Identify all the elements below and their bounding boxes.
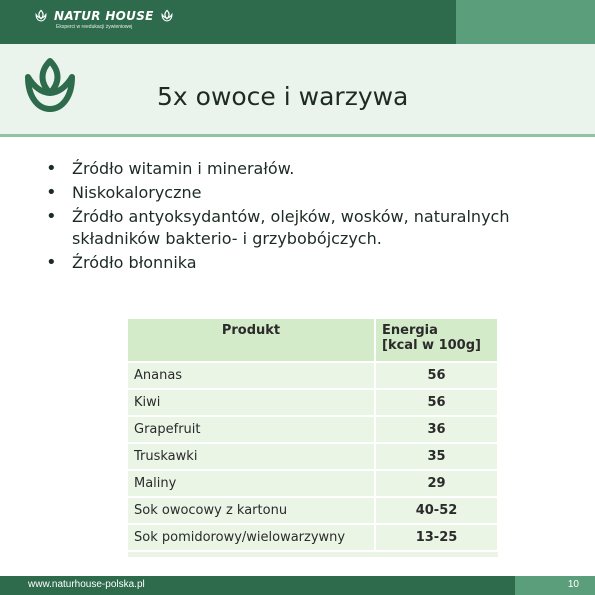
top-bar-accent [456, 0, 595, 44]
energy-cell: 13-25 [375, 524, 498, 551]
energy-cell: 29 [375, 470, 498, 497]
product-cell: Sok pomidorowy/wielowarzywny [128, 524, 375, 551]
product-cell: Sok owocowy z kartonu [128, 497, 375, 524]
brand-name: NATUR HOUSE [54, 9, 154, 23]
energy-cell: 36 [375, 416, 498, 443]
table-row [128, 524, 498, 551]
bottom-bar [0, 576, 595, 595]
brand [34, 9, 174, 30]
bullet-item: • Źródło witamin i minerałów. [46, 158, 566, 180]
energy-cell: 35 [375, 443, 498, 470]
bullet-item: • Źródło błonnika [46, 252, 566, 274]
energy-cell: 56 [375, 362, 498, 389]
product-cell: Kiwi [128, 389, 375, 416]
header-energy [375, 319, 498, 362]
product-cell: Grapefruit [128, 416, 375, 443]
product-cell: Ananas [128, 362, 375, 389]
energy-cell: 56 [375, 389, 498, 416]
page-number: 10 [567, 579, 579, 590]
top-bar [0, 0, 595, 44]
brand-tagline: Eksperci w reedukacji żywieniowej [56, 24, 133, 30]
table-row [128, 443, 498, 470]
leaf-icon [34, 9, 48, 23]
product-cell: Maliny [128, 470, 375, 497]
table-header-row [128, 319, 498, 362]
energy-table [128, 319, 498, 557]
header-energy-line1: Energia [382, 323, 438, 338]
bullet-list [46, 158, 566, 276]
energy-cell: 40-52 [375, 497, 498, 524]
header-energy-line2: [kcal w 100g] [382, 338, 481, 353]
bullet-item: • Niskokaloryczne [46, 182, 566, 204]
table-row [128, 470, 498, 497]
leaf-icon [160, 9, 174, 23]
bottom-bar-accent [515, 576, 595, 595]
website-link[interactable]: www.naturhouse-polska.pl [28, 579, 145, 590]
table-row [128, 416, 498, 443]
slide-title: 5x owoce i warzywa [157, 82, 409, 111]
brand-logo-row [34, 9, 174, 23]
leaf-icon [22, 55, 78, 122]
table-row [128, 362, 498, 389]
header-product: Produkt [128, 319, 375, 362]
table-row [128, 389, 498, 416]
bullet-item: • Źródło antyoksydantów, olejków, wosków, naturalnych składników bakterio- i grzybobójczych. [46, 206, 566, 250]
product-cell: Truskawki [128, 443, 375, 470]
table-row [128, 497, 498, 524]
